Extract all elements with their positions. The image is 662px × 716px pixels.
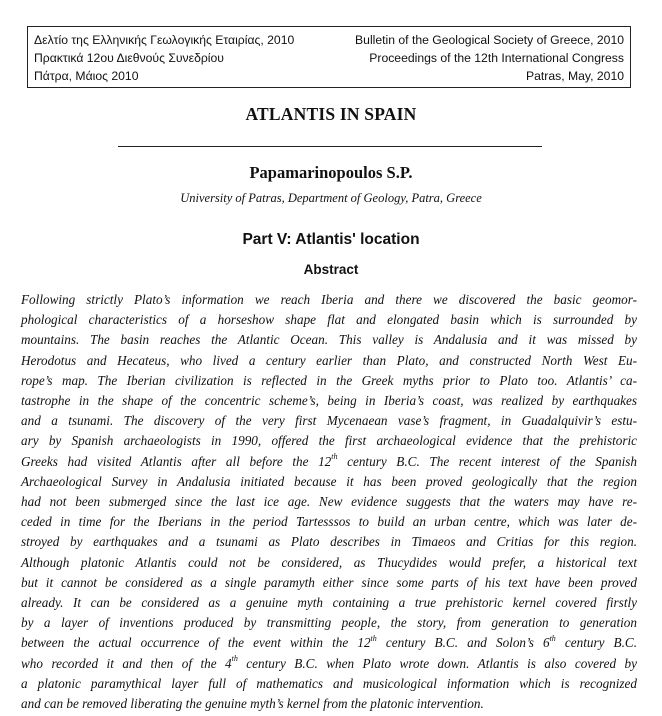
superscript: th [549,634,556,644]
abstract-line [21,472,637,492]
abstract-text: mountains. The basin reaches the Atlantic Ocean. This valley is Andalusia and it was missed by [21,332,637,348]
abstract-line [21,310,637,330]
abstract-text: and can be removed liberating the genuine myth’s kernel from the platonic intervention. [21,696,484,712]
abstract-text: Following strictly Plato’s information we reach Iberia and there we discovered the basic geomor- [21,292,637,307]
abstract-text: tastrophe in the shape of the concentric scheme’s, being in Iberia’s coast, was realized by earthquakes [21,393,637,409]
abstract-text: but it cannot be considered as a single paramyth either since some parts of his text have been proved [21,574,637,590]
abstract-line [21,532,637,552]
abstract-line [21,391,637,411]
author-name: Papamarinopoulos S.P. [249,163,413,182]
abstract-line [21,452,637,472]
abstract-line [21,633,637,653]
abstract-text: rope’s map. The Iberian civilization is reflected in the Greek myths prior to Plato too. Atlantis’ ca- [21,372,637,388]
abstract-text: stroyed by earthquakes and a tsunami as Plato describes in Timaeos and Critias for this region. [21,534,637,550]
abstract-line [21,553,637,573]
superscript: th [370,634,377,644]
part-title: Part V: Atlantis' location [242,231,420,248]
abstract-text: a platonic paramythical layer full of mathematics and musicological information which is recognized [21,675,637,691]
abstract-line [21,371,637,391]
abstract-text: century B.C. when Plato wrote down. Atlantis is also covered by [237,655,637,671]
paper-title: ATLANTIS IN SPAIN [245,104,417,124]
abstract-text: century B.C. The recent interest of the Spanish [337,453,637,469]
header-greek-line: Πρακτικά 12ου Διεθνούς Συνεδρίου [34,51,224,65]
abstract-line [21,290,637,310]
abstract-line [21,694,637,714]
abstract-text: Archaeological Survey in Andalusia initiated because it has been proved geologically that the region [21,473,637,489]
abstract-text: Although platonic Atlantis could not be considered, as Thucydides would prefer, a historical text [21,554,637,570]
abstract-line [21,330,637,350]
abstract-text: ceded in time for the Iberians in the period Tartesssos to build an urban centre, which was later de- [21,514,637,530]
abstract-line [21,674,637,694]
abstract-heading: Abstract [303,262,359,277]
author-affiliation: University of Patras, Department of Geology, Patra, Greece [180,191,482,205]
abstract-text: phological characteristics of a horseshow shape flat and elongated basin which is surrounded by [21,312,637,328]
abstract-line [21,593,637,613]
header-english-line: Patras, May, 2010 [526,69,624,83]
abstract-text: between the actual occurrence of the event within the 12 [21,635,371,651]
abstract-line [21,411,637,431]
abstract-line [21,613,637,633]
abstract-text: and a tsunami. The discovery of the very first Mycenaean vase’s fragment, in Guadalquivir’s estu- [21,413,637,429]
abstract-text: ary by Spanish archaeologists in 1990, offered the first archaeological evidence that the prehistoric [21,433,637,449]
abstract-body [21,290,637,714]
superscript: th [231,654,238,664]
abstract-line [21,431,637,451]
journal-header-box [27,26,631,88]
header-english-line: Bulletin of the Geological Society of Greece, 2010 [355,33,624,47]
abstract-text: century B.C. [555,635,638,651]
abstract-text: century B.C. and Solon’s 6 [376,635,550,651]
abstract-line [21,654,637,674]
abstract-text: by a layer of inventions produced by transmitting people, the story, from generation to generation [21,615,637,631]
superscript: th [331,452,338,462]
abstract-text: had not been submerged since the last ice age. New evidence suggests that the waters may have re- [21,494,637,510]
abstract-text: who recorded it and then of the 4 [21,655,232,671]
abstract-text: Greeks had visited Atlantis after all before the 12 [21,453,332,469]
header-greek-column [34,31,294,85]
abstract-text: already. It can be considered as a genuine myth containing a true prehistoric kernel covered firstly [21,595,637,611]
header-english-column [355,31,624,85]
title-divider [118,146,542,147]
abstract-line [21,351,637,371]
abstract-line [21,512,637,532]
header-english-line: Proceedings of the 12th International Congress [369,51,624,65]
header-greek-line: Πάτρα, Μάιος 2010 [34,69,139,83]
header-greek-line: Δελτίο της Ελληνικής Γεωλογικής Εταιρίας, 2010 [34,33,295,47]
abstract-line [21,492,637,512]
abstract-text: Herodotus and Hecateus, who lived a century earlier than Plato, and constructed North West Eu- [21,352,637,368]
abstract-line [21,573,637,593]
